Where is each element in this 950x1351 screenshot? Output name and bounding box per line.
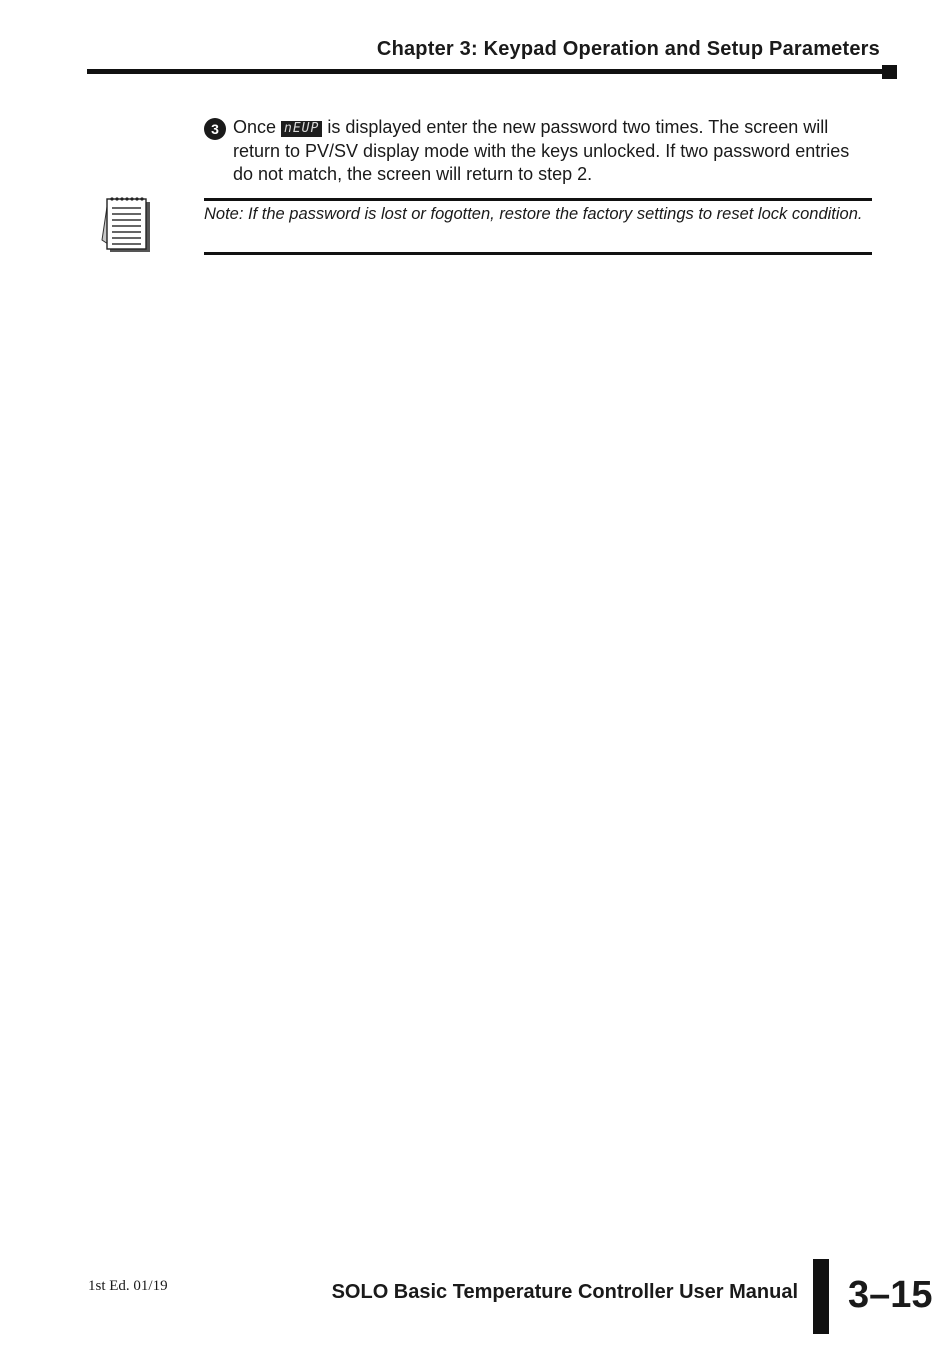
note-rule-top xyxy=(204,198,872,201)
notepad-icon xyxy=(99,194,151,254)
step-text-after: is displayed enter the new password two times. The screen will return to PV/SV display mode with the keys unlocked. If two password entries do not match, the screen will return to step 2. xyxy=(233,117,850,184)
edition-label: 1st Ed. 01/19 xyxy=(88,1278,168,1294)
chapter-title: Chapter 3: Keypad Operation and Setup Parameters xyxy=(376,38,880,60)
step-number-badge: 3 xyxy=(204,118,226,140)
footer-bar xyxy=(813,1259,829,1334)
lcd-display-code: nEUP xyxy=(281,121,322,137)
header-rule xyxy=(87,69,885,74)
step-text xyxy=(233,116,874,187)
note-text: Note: If the password is lost or fogotten, restore the factory settings to reset lock condition. xyxy=(204,205,863,223)
page-number: 3–15 xyxy=(848,1274,933,1316)
step-3 xyxy=(204,116,874,187)
note-rule-bottom xyxy=(204,252,872,255)
step-text-before: Once xyxy=(233,117,282,137)
manual-title: SOLO Basic Temperature Controller User Manual xyxy=(331,1281,798,1303)
header-square-marker xyxy=(882,65,897,79)
